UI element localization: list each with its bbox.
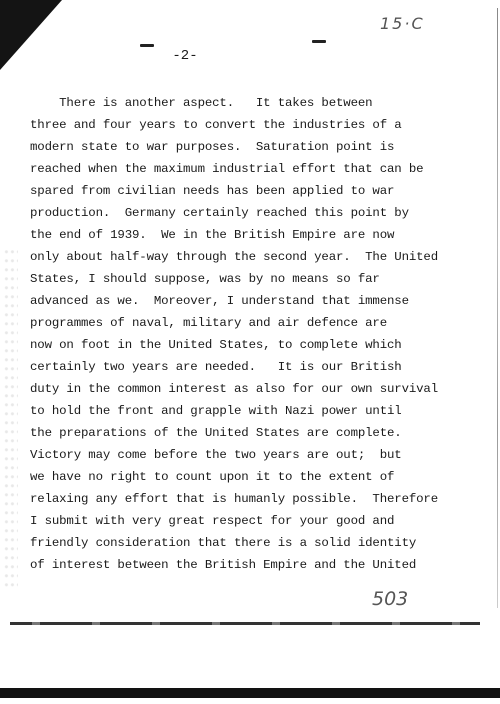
text-line: we have no right to count upon it to the extent of xyxy=(30,470,395,484)
text-line: There is another aspect. It takes between xyxy=(30,96,373,110)
scan-bottom-bar xyxy=(0,688,500,698)
text-line: States, I should suppose, was by no means so far xyxy=(30,272,380,286)
dash-mark xyxy=(312,40,326,43)
text-line: advanced as we. Moreover, I understand that immense xyxy=(30,294,409,308)
text-line: Victory may come before the two years are out; but xyxy=(30,448,402,462)
text-line: I submit with very great respect for your good and xyxy=(30,514,395,528)
text-line: programmes of naval, military and air defence are xyxy=(30,316,387,330)
text-line: production. Germany certainly reached this point by xyxy=(30,206,409,220)
text-line: the end of 1939. We in the British Empire are now xyxy=(30,228,395,242)
text-line: three and four years to convert the industries of a xyxy=(30,118,402,132)
scan-corner-mark xyxy=(0,0,62,70)
text-line: only about half-way through the second year. The United xyxy=(30,250,438,264)
page-number: -2- xyxy=(172,48,198,64)
scan-speckle xyxy=(4,250,18,590)
dash-mark xyxy=(140,44,154,47)
text-line: duty in the common interest as also for our own survival xyxy=(30,382,438,396)
text-line: of interest between the British Empire and the United xyxy=(30,558,417,572)
bottom-rule xyxy=(10,622,480,625)
text-line: modern state to war purposes. Saturation point is xyxy=(30,140,395,154)
text-line: relaxing any effort that is humanly possible. Therefore xyxy=(30,492,438,506)
text-line: friendly consideration that there is a solid identity xyxy=(30,536,417,550)
corner-annotation: 15·C xyxy=(380,14,425,33)
text-line: reached when the maximum industrial effort that can be xyxy=(30,162,424,176)
text-line: spared from civilian needs has been applied to war xyxy=(30,184,395,198)
page-edge-line xyxy=(497,8,498,608)
body-text xyxy=(30,92,480,592)
text-line: the preparations of the United States are complete. xyxy=(30,426,402,440)
text-line: certainly two years are needed. It is our British xyxy=(30,360,402,374)
text-line: now on foot in the United States, to complete which xyxy=(30,338,402,352)
archive-stamp-number: 503 xyxy=(372,588,409,610)
text-line: to hold the front and grapple with Nazi power until xyxy=(30,404,402,418)
